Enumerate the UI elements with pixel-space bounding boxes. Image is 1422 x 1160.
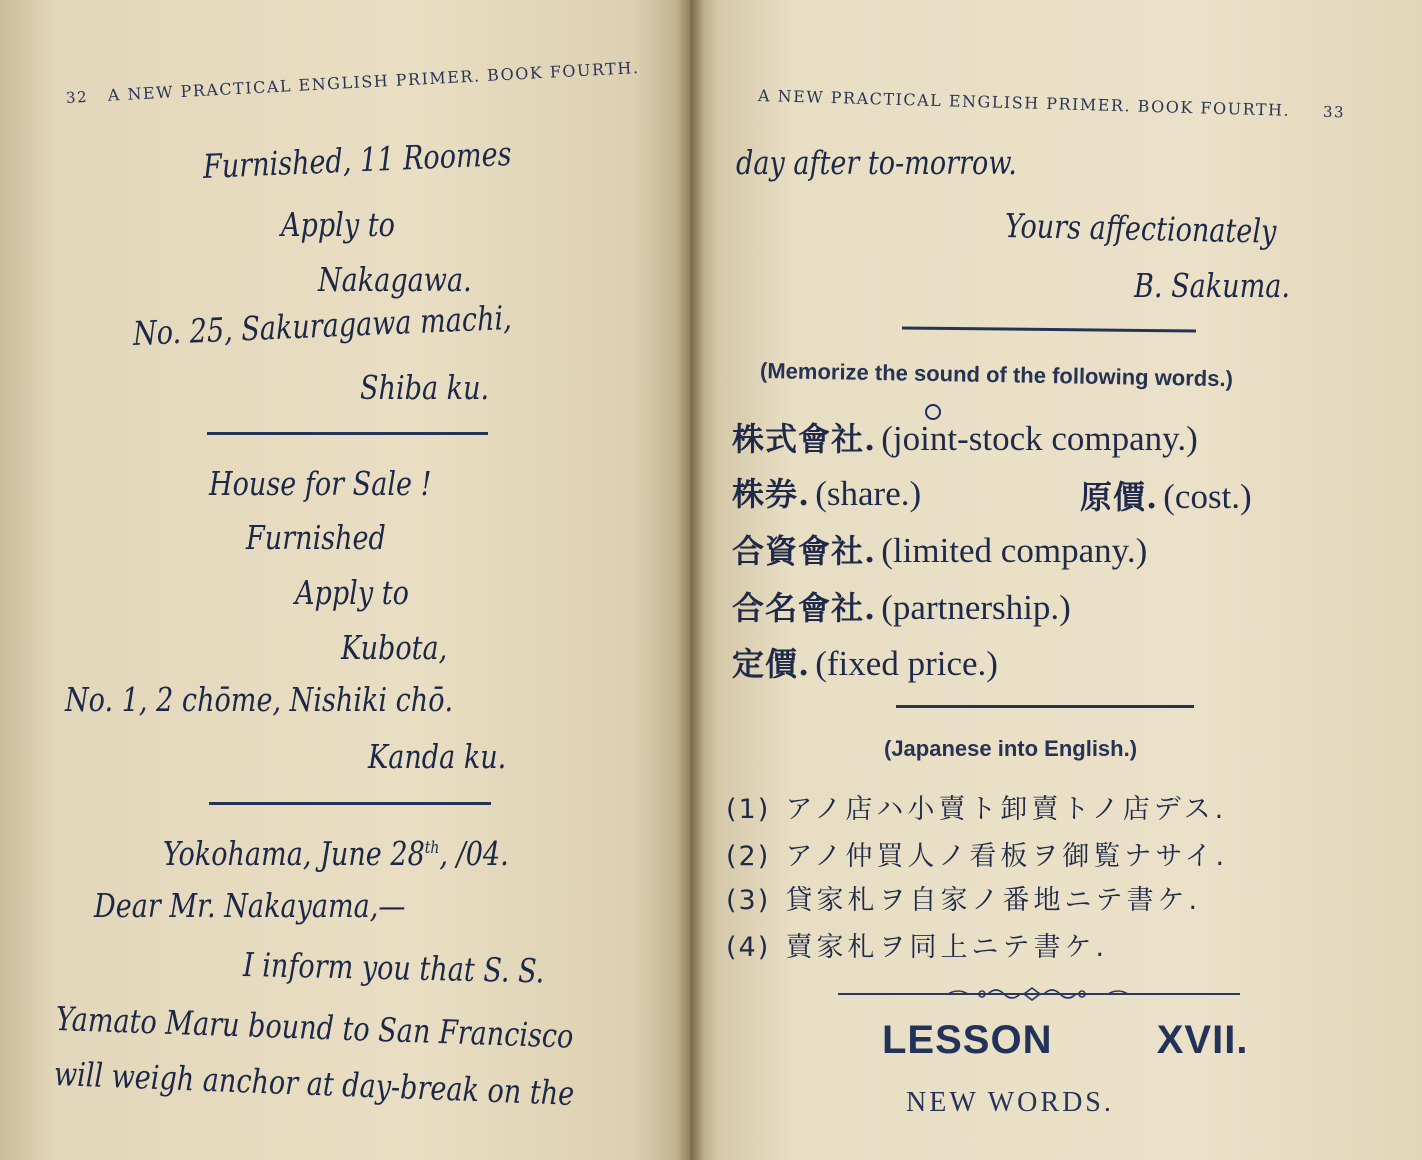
vocab-japanese: 合資會社. [732, 532, 877, 570]
exercise-number: (3) [726, 885, 771, 916]
exercise-number: (4) [726, 932, 771, 963]
ornament-divider [838, 984, 1240, 1004]
vocab-english: (partnership.) [881, 588, 1071, 627]
vocab-english: (joint-stock company.) [881, 419, 1198, 458]
vocab-row [732, 526, 1147, 572]
book-gutter [676, 0, 704, 1160]
lesson-title [882, 1018, 1248, 1063]
vocab-japanese: 株券. [732, 475, 811, 513]
divider-rule [207, 432, 488, 435]
ad1-line3: Nakagawa. [318, 260, 472, 299]
letter-greeting: Dear Mr. Nakayama,— [94, 886, 406, 925]
vocab-japanese: 定價. [732, 645, 811, 683]
ad2-line6: Kanda ku. [368, 737, 507, 776]
translate-heading: (Japanese into English.) [884, 736, 1138, 761]
vocab-english: (cost.) [1163, 477, 1252, 516]
new-words-heading: NEW WORDS. [906, 1087, 1114, 1118]
letter-closing: Yours affectionately [1004, 206, 1277, 251]
ad1-line4: No. 25, Sakuragawa machi, [132, 297, 513, 353]
letter-signature: B. Sakuma. [1134, 266, 1290, 305]
vocab-japanese: 原價. [1080, 478, 1159, 516]
left-page-number: 32 [65, 87, 89, 107]
vocab-row [1080, 472, 1252, 518]
exercise-text: アノ仲買人ノ看板ヲ御覧ナサイ. [785, 841, 1229, 872]
exercise-row [726, 925, 1108, 964]
lesson-number: XVII. [1156, 1018, 1249, 1062]
vocab-english: (limited company.) [881, 531, 1148, 570]
ad1-line1: Furnished, 11 Roomes [202, 133, 512, 186]
letter-date-year: , /04. [439, 834, 509, 873]
exercise-row [726, 834, 1228, 873]
lesson-label: LESSON [882, 1018, 1053, 1062]
vocab-japanese: 合名會社. [732, 589, 877, 627]
vocab-row [732, 639, 998, 685]
vocab-english: (share.) [815, 474, 922, 513]
letter-body-line2: Yamato Maru bound to San Francisco [55, 999, 574, 1056]
vocab-japanese: 株式會社. [732, 420, 877, 458]
exercise-number: (2) [726, 841, 771, 872]
exercise-row [726, 787, 1227, 826]
divider-rule [896, 705, 1194, 708]
exercise-text: 賣家札ヲ同上ニテ書ケ. [785, 932, 1109, 963]
letter-body-line1: I inform you that S. S. [242, 945, 545, 991]
letter-date [163, 834, 509, 873]
ad1-line5: Shiba ku. [360, 368, 490, 407]
divider-rule [209, 802, 491, 805]
left-page-header-title: A NEW PRACTICAL ENGLISH PRIMER. BOOK FOURTH. [107, 57, 640, 105]
ad2-line4: Kubota, [341, 628, 448, 667]
exercise-row [726, 878, 1201, 917]
exercise-text: 貸家札ヲ自家ノ番地ニテ書ケ. [785, 885, 1202, 916]
exercise-text: アノ店ハ小賣ト卸賣トノ店デス. [785, 794, 1228, 825]
vocab-row [732, 583, 1071, 629]
vocab-english: (fixed price.) [815, 644, 998, 683]
ad1-line2: Apply to [281, 205, 395, 244]
ad2-line2: Furnished [246, 518, 386, 557]
ad2-line1: House for Sale ! [209, 464, 432, 503]
vocab-row [732, 469, 921, 515]
memorize-heading: (Memorize the sound of the following words.) [759, 358, 1234, 392]
ad2-line3: Apply to [295, 573, 409, 612]
letter-date-text: Yokohama, June 28 [163, 834, 425, 873]
letter-date-suffix: th [424, 838, 440, 858]
ad2-line5: No. 1, 2 chōme, Nishiki chō. [65, 680, 454, 719]
letter-body-line3: will weigh anchor at day-break on the [53, 1054, 575, 1113]
vocab-row [732, 414, 1198, 460]
exercise-number: (1) [726, 794, 771, 825]
right-page-number: 33 [1322, 102, 1346, 122]
right-page-header-title: A NEW PRACTICAL ENGLISH PRIMER. BOOK FOURTH. [757, 86, 1291, 120]
letter-continuation: day after to-morrow. [736, 143, 1017, 182]
